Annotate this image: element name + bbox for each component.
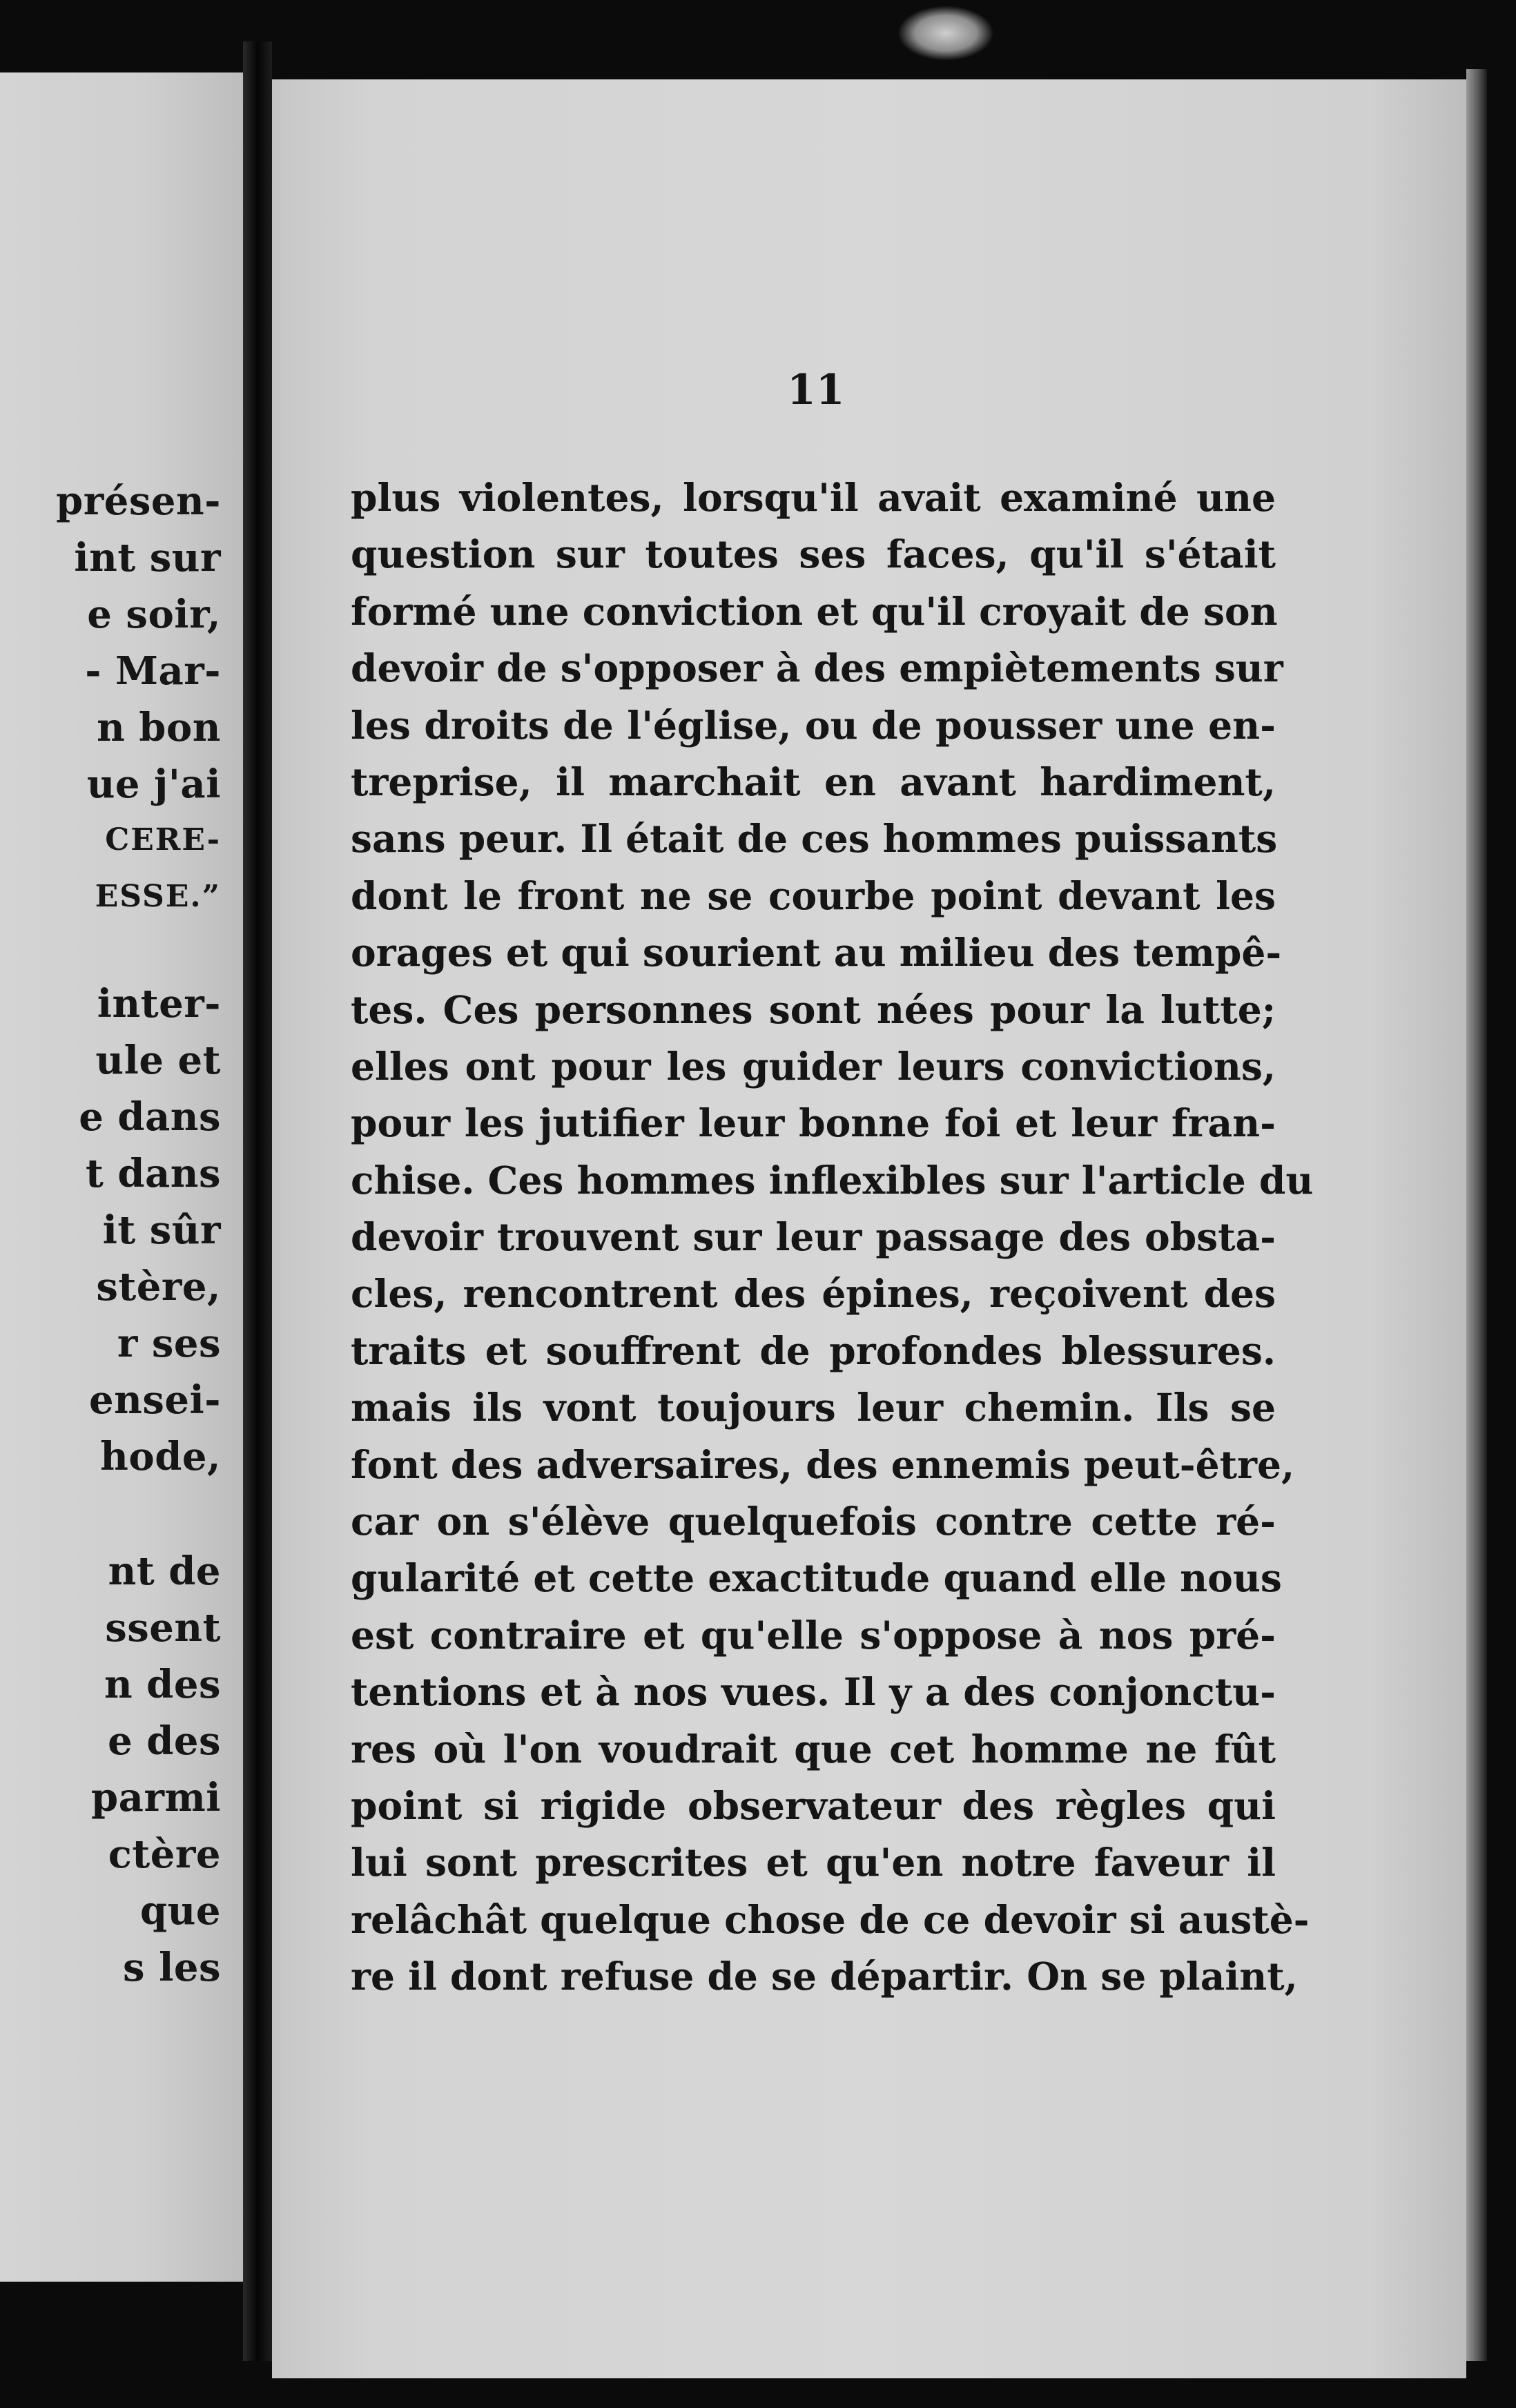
left-line: hode, — [100, 1434, 221, 1479]
text-line: traits et souffrent de profondes blessures. — [351, 1328, 1276, 1373]
left-line: ssent — [105, 1605, 221, 1651]
left-line: ensei- — [88, 1377, 221, 1423]
left-line: nt de — [108, 1548, 221, 1594]
text-line: sans peur. Il était de ces hommes puissants — [351, 816, 1278, 862]
text-line: re il dont refuse de se départir. On se plaint, — [351, 1954, 1298, 1999]
left-line: ctère — [108, 1832, 221, 1877]
text-line: cles, rencontrent des épines, reçoivent des — [351, 1271, 1276, 1317]
left-line: e dans — [79, 1094, 221, 1140]
text-line: mais ils vont toujours leur chemin. Ils se — [351, 1385, 1276, 1430]
scan-speck — [897, 6, 994, 61]
left-line: s les — [123, 1945, 221, 1990]
text-line: gularité et cette exactitude quand elle nous — [351, 1555, 1282, 1601]
text-line: est contraire et qu'elle s'oppose à nos pré- — [351, 1612, 1276, 1658]
text-line: orages et qui sourient au milieu des tempê- — [351, 930, 1282, 975]
text-line: res où l'on voudrait que cet homme ne fût — [351, 1726, 1276, 1771]
text-line: devoir de s'opposer à des empiètements sur — [351, 645, 1283, 691]
left-line: it sûr — [102, 1207, 221, 1253]
left-page-fragment — [0, 72, 243, 2282]
left-line: - Mar- — [85, 648, 221, 694]
text-line: relâchât quelque chose de ce devoir si austè- — [351, 1896, 1310, 1942]
text-line: point si rigide observateur des règles qui — [351, 1783, 1276, 1828]
left-line: e des — [108, 1718, 221, 1764]
text-line: tes. Ces personnes sont nées pour la lutte; — [351, 987, 1276, 1032]
text-line: font des adversaires, des ennemis peut-être, — [351, 1441, 1295, 1487]
left-line: ule et — [95, 1038, 221, 1083]
text-line: tentions et à nos vues. Il y a des conjonctu- — [351, 1669, 1276, 1715]
left-line: int sur — [74, 535, 221, 581]
left-line: n bon — [97, 705, 221, 750]
text-line: formé une conviction et qu'il croyait de son — [351, 588, 1278, 634]
text-line: les droits de l'église, ou de pousser une en- — [351, 702, 1276, 748]
text-line: chise. Ces hommes inflexibles sur l'article du — [351, 1157, 1314, 1203]
body-text — [351, 469, 1314, 2006]
text-line: elles ont pour les guider leurs convictions, — [351, 1043, 1276, 1089]
page-gutter — [243, 41, 272, 2361]
left-line: ue j'ai — [86, 761, 221, 807]
text-line: car on s'élève quelquefois contre cette ré- — [351, 1499, 1276, 1544]
left-line: inter- — [97, 981, 221, 1027]
left-line: CERE- — [105, 822, 221, 857]
page-edge — [1466, 69, 1487, 2361]
left-line: stère, — [96, 1264, 221, 1310]
left-line: que — [140, 1888, 221, 1934]
left-line: n des — [104, 1662, 221, 1707]
left-line: parmi — [91, 1775, 221, 1820]
text-line: treprise, il marchait en avant hardiment, — [351, 759, 1276, 804]
text-line: lui sont prescrites et qu'en notre faveur il — [351, 1840, 1276, 1885]
text-line: plus violentes, lorsqu'il avait examiné une — [351, 475, 1276, 520]
left-line: r ses — [117, 1321, 221, 1366]
left-line: présen- — [56, 478, 221, 524]
text-line: pour les jutifier leur bonne foi et leur fran- — [351, 1100, 1276, 1146]
page-number: 11 — [787, 366, 845, 414]
text-line: devoir trouvent sur leur passage des obsta- — [351, 1214, 1276, 1260]
left-line: t dans — [85, 1151, 221, 1196]
text-line: question sur toutes ses faces, qu'il s'était — [351, 532, 1276, 577]
left-line: e soir, — [87, 592, 221, 637]
left-line: ESSE.” — [95, 879, 221, 914]
text-line: dont le front ne se courbe point devant les — [351, 873, 1276, 918]
